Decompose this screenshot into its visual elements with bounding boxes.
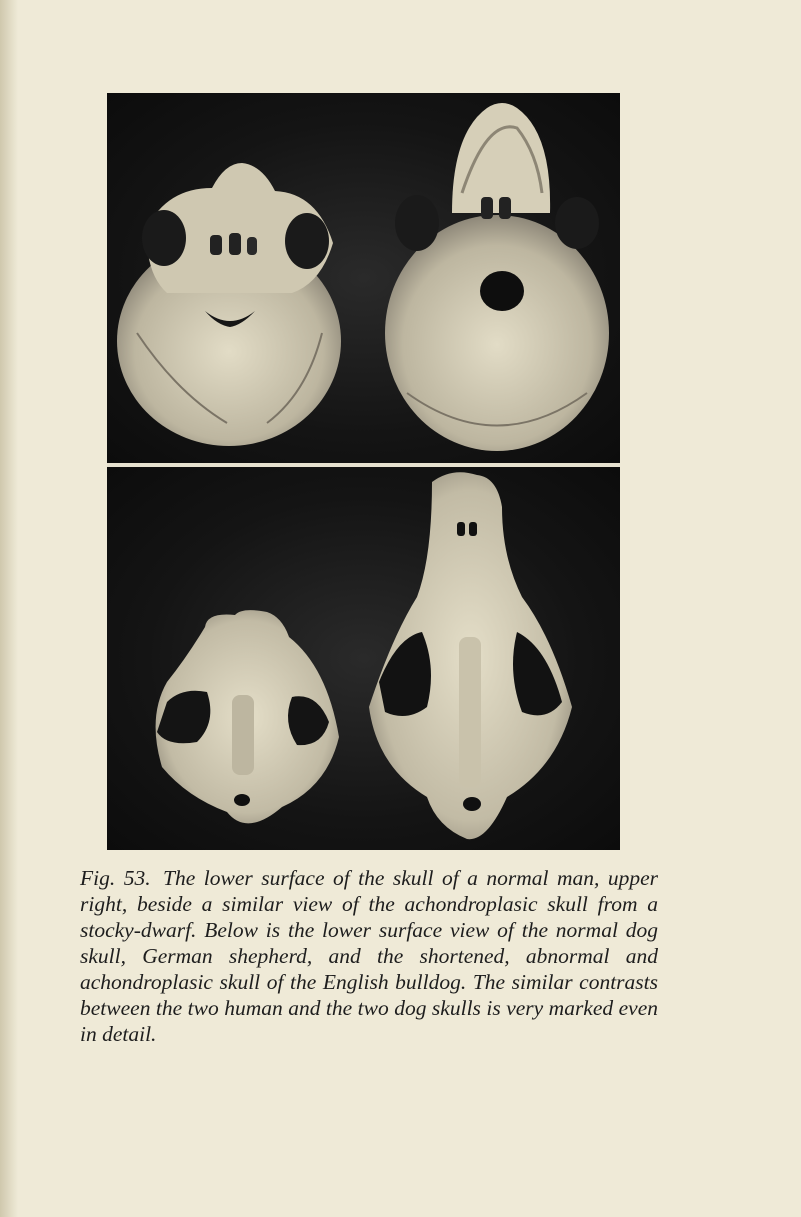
figure-caption-text: The lower surface of the skull of a normal man, upper right, beside a similar view of the achondroplasic skull from a stocky-dwarf. Below is the lower surface view of the normal dog skull, German shepherd, and the shortened, abnormal and achondroplasic skull of the English bulldog. The similar contrasts between the two human and the two dog skulls is very marked even in detail. bbox=[80, 866, 658, 1046]
normal-human-skull bbox=[385, 103, 609, 451]
human-skulls-photo bbox=[107, 93, 620, 463]
german-shepherd-skull bbox=[369, 472, 572, 839]
bulldog-skull bbox=[156, 610, 339, 823]
dog-skulls-photo bbox=[107, 467, 620, 850]
figure-label: Fig. 53. bbox=[80, 866, 151, 890]
figure-caption bbox=[80, 865, 658, 1047]
achondroplasic-human-skull bbox=[117, 163, 341, 446]
page-edge-shadow bbox=[0, 0, 18, 1217]
photo-plate bbox=[107, 93, 620, 850]
